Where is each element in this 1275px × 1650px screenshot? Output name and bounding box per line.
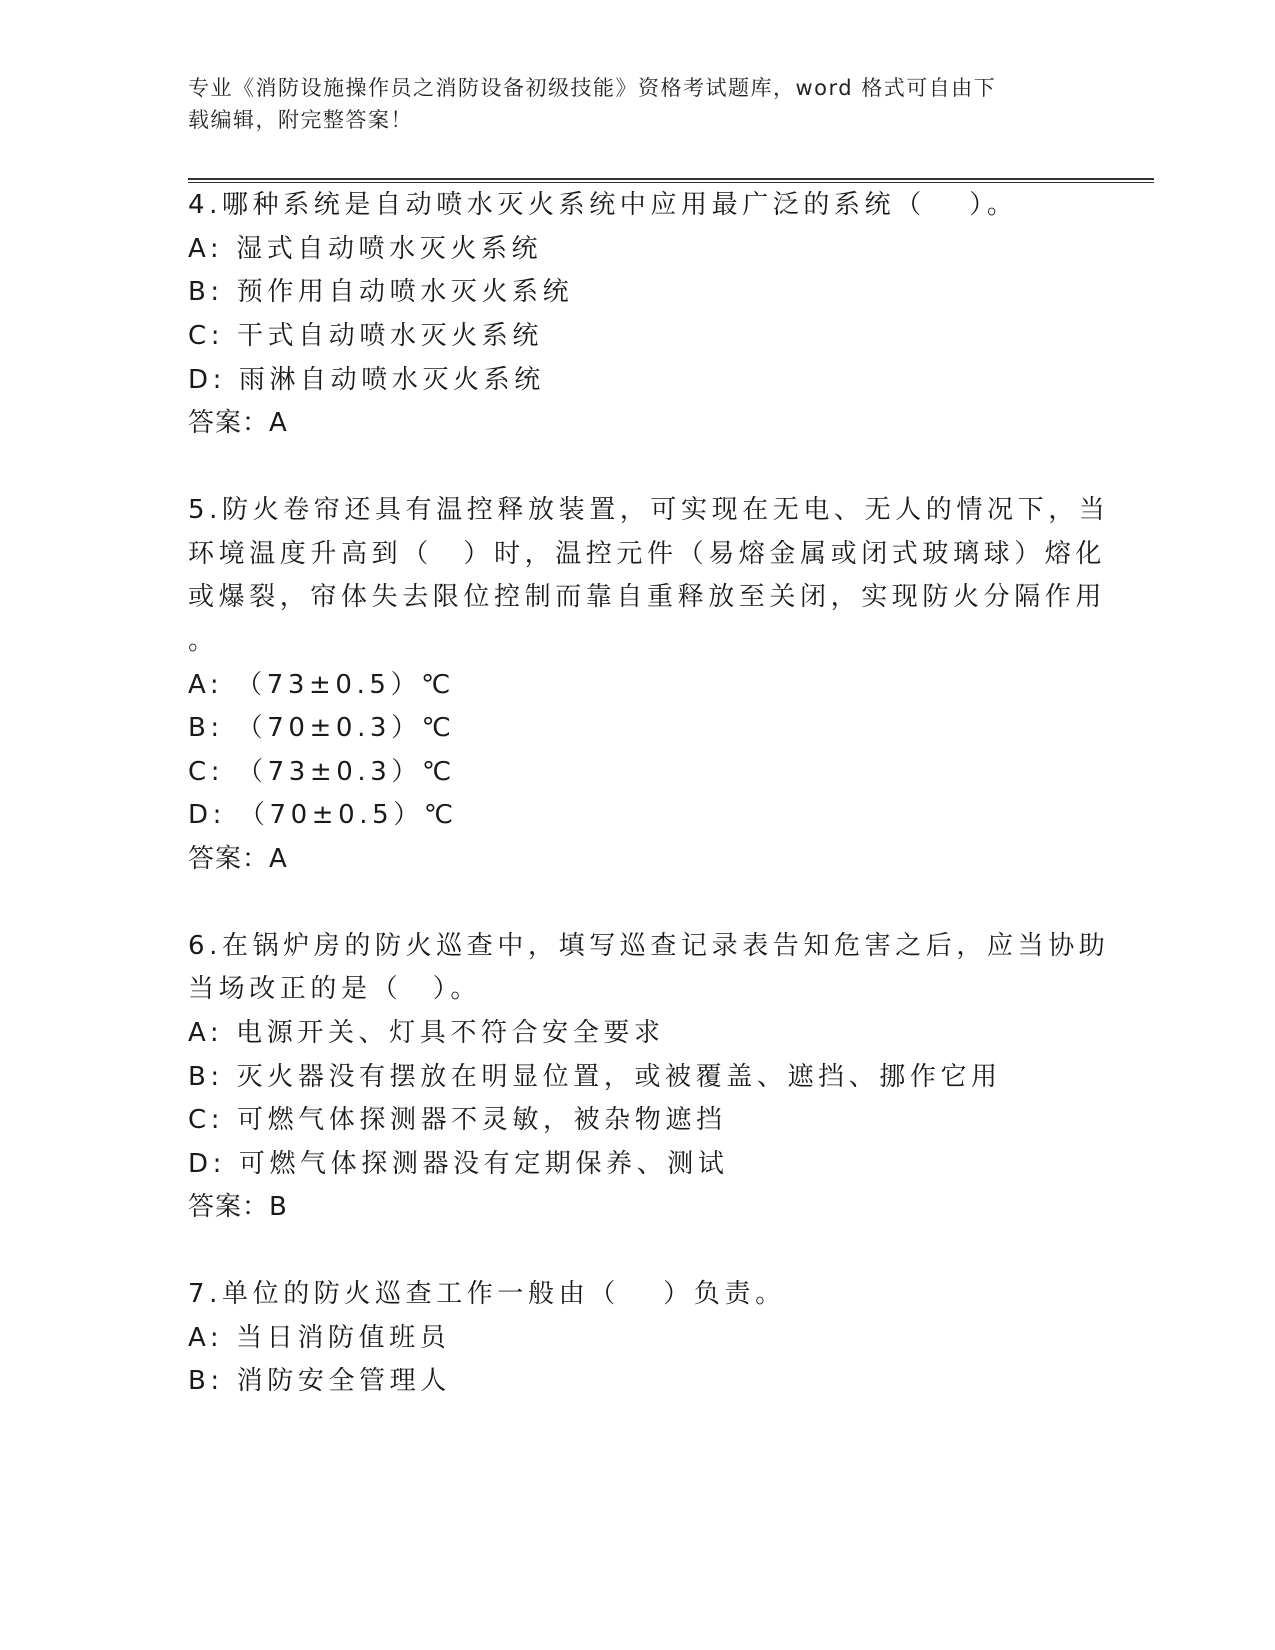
option-c: C: （73±0.3）℃ [188, 757, 456, 787]
option-b: B: 消防安全管理人 [188, 1366, 451, 1396]
question-stem: 。 [188, 626, 219, 656]
question-stem: 6.在锅炉房的防火巡查中，填写巡查记录表告知危害之后，应当协助 [188, 931, 1110, 961]
option-a: A: 当日消防值班员 [188, 1323, 451, 1353]
answer: 答案：A [188, 408, 288, 438]
header-line-2: 载编辑，附完整答案！ [188, 108, 413, 132]
option-d: D: 可燃气体探测器没有定期保养、测试 [188, 1149, 729, 1179]
question-stem: 4.哪种系统是自动喷水灭火系统中应用最广泛的系统（ ）。 [188, 190, 1018, 220]
question-stem: 或爆裂，帘体失去限位控制而靠自重释放至关闭，实现防火分隔作用 [188, 582, 1107, 612]
option-c: C: 干式自动喷水灭火系统 [188, 321, 543, 351]
question-stem: 当场改正的是（ ）。 [188, 974, 482, 1004]
answer: 答案：A [188, 844, 288, 874]
option-d: D: （70±0.5）℃ [188, 800, 458, 830]
question-stem: 环境温度升高到（ ）时，温控元件（易熔金属或闭式玻璃球）熔化 [188, 539, 1107, 569]
question-stem: 7.单位的防火巡查工作一般由（ ）负责。 [188, 1279, 786, 1309]
document-header [188, 72, 1068, 136]
option-a: A: 电源开关、灯具不符合安全要求 [188, 1018, 665, 1048]
header-line-1: 专业《消防设施操作员之消防设备初级技能》资格考试题库，word 格式可自由下 [188, 76, 997, 100]
option-a: A: 湿式自动喷水灭火系统 [188, 234, 543, 264]
option-b: B: 灭火器没有摆放在明显位置，或被覆盖、遮挡、挪作它用 [188, 1062, 1002, 1092]
option-d: D: 雨淋自动喷水灭火系统 [188, 365, 545, 395]
header-divider [188, 178, 1154, 183]
option-b: B: 预作用自动喷水灭火系统 [188, 277, 574, 307]
question-stem: 5.防火卷帘还具有温控释放装置，可实现在无电、无人的情况下，当 [188, 495, 1110, 525]
option-c: C: 可燃气体探测器不灵敏，被杂物遮挡 [188, 1105, 727, 1135]
option-a: A: （73±0.5）℃ [188, 670, 455, 700]
option-b: B: （70±0.3）℃ [188, 713, 456, 743]
answer: 答案：B [188, 1192, 288, 1222]
